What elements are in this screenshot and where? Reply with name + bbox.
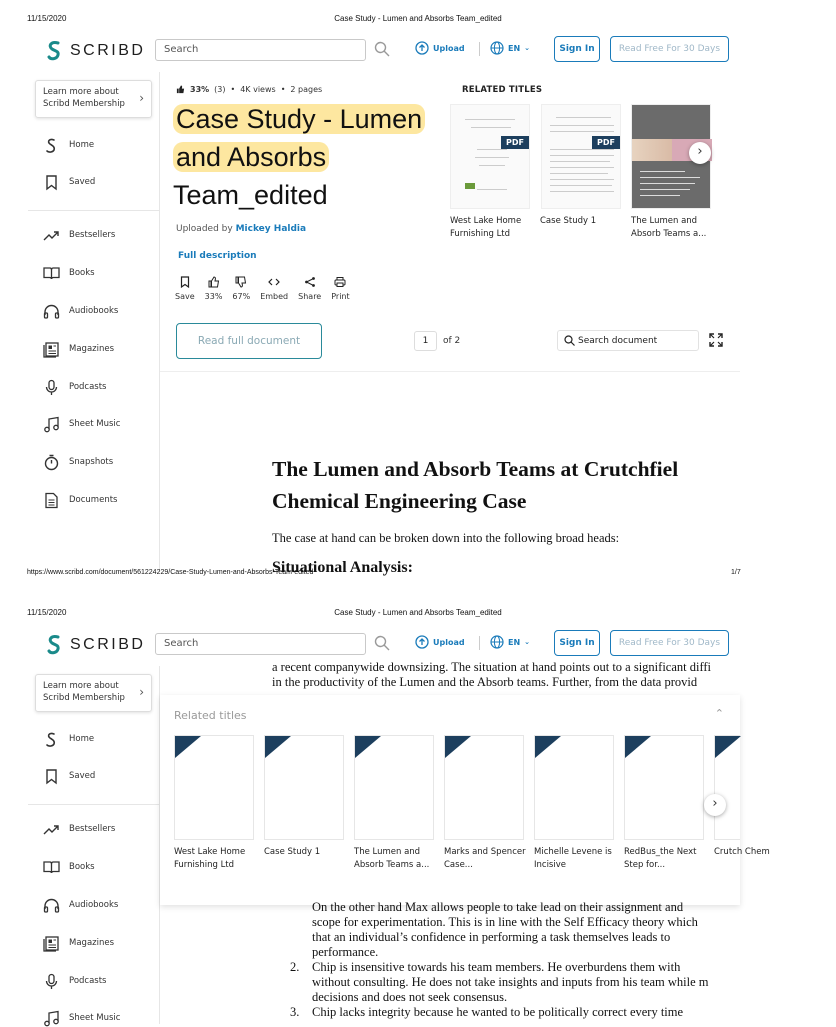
- thumb-line: [640, 183, 695, 184]
- language-label: EN: [508, 637, 521, 647]
- scribd-s-icon: [46, 634, 62, 656]
- paper-paragraph: a recent companywide downsizing. The situation at hand points out to a significant diffi: [272, 660, 712, 674]
- bookmark-icon: [43, 174, 60, 191]
- chevron-right-icon: ›: [139, 91, 144, 105]
- upload-icon: [415, 41, 429, 55]
- paper-section-heading: Situational Analysis:: [272, 559, 413, 576]
- sidebar-item-label: Home: [69, 734, 95, 744]
- divider: [479, 636, 480, 650]
- sidebar-item-podcasts[interactable]: [43, 378, 107, 396]
- sidebar-item-label: Audiobooks: [69, 900, 119, 910]
- sidebar-item-label: Documents: [69, 495, 118, 505]
- stopwatch-icon: [43, 454, 60, 471]
- related-title[interactable]: Marks and Spencer Case...: [444, 847, 526, 870]
- sidebar-item-label: Podcasts: [69, 976, 107, 986]
- thumb-line: [640, 189, 690, 190]
- save-label: Save: [175, 292, 195, 301]
- music-note-icon: [43, 1010, 60, 1027]
- related-next-button[interactable]: ›: [704, 794, 726, 816]
- print-header: [0, 594, 768, 617]
- logo-text: SCRIBD: [70, 42, 146, 59]
- sidebar-divider: [28, 804, 160, 805]
- share-label: Share: [298, 292, 322, 301]
- list-item: [290, 1005, 740, 1020]
- paper-heading: The Lumen and Absorb Teams at Crutchfiel: [272, 457, 679, 481]
- related-thumbnail[interactable]: [541, 104, 621, 209]
- related-thumbnail[interactable]: [534, 735, 614, 840]
- sidebar-item-label: Magazines: [69, 938, 115, 948]
- related-thumbnail[interactable]: [624, 735, 704, 840]
- magazine-icon: [43, 341, 60, 358]
- paper-paragraph: that an individual’s confidence in performing a task themselves leads to: [312, 930, 671, 944]
- trending-icon: [43, 821, 60, 838]
- corner-flag: [175, 736, 201, 758]
- paper-paragraph: Chip is insensitive towards his team members. He overburdens them with: [312, 960, 681, 974]
- headphones-icon: [43, 303, 60, 320]
- search-icon[interactable]: [374, 41, 390, 57]
- related-title[interactable]: West Lake Home Furnishing Ltd: [174, 847, 246, 870]
- related-title[interactable]: RedBus_the Next Step for...: [624, 847, 697, 870]
- related-next-button[interactable]: ›: [689, 142, 711, 164]
- related-title[interactable]: Case Study 1: [540, 216, 597, 226]
- language-selector[interactable]: [490, 41, 530, 55]
- upload-icon: [415, 635, 429, 649]
- views-count: 4K views: [240, 85, 276, 94]
- thumb-line: [475, 157, 509, 158]
- related-title[interactable]: West Lake Home Furnishing Ltd: [450, 216, 522, 239]
- title-highlight: [173, 104, 425, 172]
- related-title[interactable]: Case Study 1: [264, 847, 321, 857]
- paper-paragraph: without consulting. He does not take insights and inputs from his team while m: [312, 975, 709, 989]
- related-titles-panel: [160, 695, 770, 905]
- thumbs-up-icon: [176, 85, 185, 94]
- embed-label: Embed: [260, 292, 289, 301]
- thumbs-down-icon: [235, 276, 247, 288]
- related-panel-heading: Related titles: [174, 709, 247, 722]
- chevron-right-icon: ›: [139, 685, 144, 699]
- sidebar: [0, 72, 160, 572]
- sidebar-item-label: Books: [69, 268, 95, 278]
- sidebar-item-label: Sheet Music: [69, 419, 121, 429]
- paper-paragraph: The case at hand can be broken down into the following broad heads:: [272, 531, 620, 545]
- full-description-link[interactable]: Full description: [178, 251, 257, 261]
- doc-stats: [176, 85, 322, 94]
- language-selector[interactable]: [490, 635, 530, 649]
- corner-flag: [535, 736, 561, 758]
- trending-icon: [43, 227, 60, 244]
- sidebar-item-label: Snapshots: [69, 457, 114, 467]
- like-button[interactable]: [205, 276, 223, 301]
- rating-percent: 33%: [190, 85, 210, 94]
- sidebar-item-label: Saved: [69, 771, 96, 781]
- paper-paragraph: decisions and does not seek consensus.: [312, 990, 508, 1004]
- related-thumbnail[interactable]: [444, 735, 524, 840]
- thumb-line: [550, 185, 612, 186]
- related-title[interactable]: Michelle Levene is Incisive: [534, 847, 612, 870]
- divider: [160, 371, 740, 372]
- uploaded-prefix: Uploaded by: [176, 224, 233, 234]
- headphones-icon: [43, 897, 60, 914]
- corner-flag: [715, 736, 741, 758]
- page-total: of 2: [443, 336, 461, 346]
- print-label: Print: [331, 292, 350, 301]
- bookmark-icon: [43, 768, 60, 785]
- thumb-line: [550, 191, 614, 192]
- dislike-button[interactable]: [232, 276, 250, 301]
- sidebar-item-saved[interactable]: [43, 173, 95, 191]
- thumb-line: [465, 119, 515, 120]
- paper-paragraph: scope for experimentation. This is in line with the Self Efficacy theory which: [312, 915, 698, 929]
- corner-flag: [445, 736, 471, 758]
- scribd-logo[interactable]: [46, 40, 145, 62]
- related-title[interactable]: Crutch Chem: [714, 847, 770, 857]
- sidebar-item-audiobooks[interactable]: [43, 302, 118, 320]
- corner-flag: [355, 736, 381, 758]
- related-thumbnail[interactable]: [264, 735, 344, 840]
- document-title: [173, 100, 453, 214]
- print-page-number: 1/7: [731, 569, 741, 576]
- dislike-percent: 67%: [232, 292, 251, 301]
- share-icon: [304, 276, 316, 288]
- divider: [479, 42, 480, 56]
- sidebar-item-home[interactable]: [43, 136, 94, 154]
- membership-text: Learn more about Scribd Membership: [43, 681, 125, 703]
- sidebar-item-documents[interactable]: [43, 491, 117, 509]
- membership-promo[interactable]: [35, 80, 152, 118]
- language-label: EN: [508, 43, 521, 53]
- uploader-line: [176, 224, 306, 234]
- list-number: 3.: [290, 1005, 300, 1019]
- title-line: and Absorbs: [176, 142, 327, 172]
- upload-label: Upload: [433, 43, 465, 53]
- thumb-line: [479, 165, 505, 166]
- sidebar-item-label: Sheet Music: [69, 1013, 121, 1023]
- sign-in-button[interactable]: Sign In: [554, 630, 600, 656]
- sidebar-item-label: Audiobooks: [69, 306, 119, 316]
- chevron-down-icon: ⌄: [524, 638, 531, 646]
- code-icon: [268, 276, 280, 288]
- thumb-line: [550, 179, 614, 180]
- read-free-button[interactable]: Read Free For 30 Days: [610, 36, 729, 62]
- dot-separator: •: [230, 85, 236, 94]
- book-icon: [43, 859, 60, 876]
- related-thumbnail[interactable]: [174, 735, 254, 840]
- sidebar-item-label: Books: [69, 862, 95, 872]
- paper-heading: Chemical Engineering Case: [272, 489, 527, 513]
- sidebar-item-bestsellers[interactable]: [43, 226, 115, 244]
- read-full-document-button[interactable]: Read full document: [176, 323, 322, 359]
- thumb-line: [550, 167, 614, 168]
- pdf-badge: PDF: [592, 136, 620, 149]
- microphone-icon: [43, 973, 60, 990]
- print-date: 11/15/2020: [27, 608, 67, 617]
- sidebar-item-sheet-music[interactable]: [43, 415, 120, 433]
- print-title: Case Study - Lumen and Absorbs Team_edited: [334, 14, 502, 23]
- dot-separator: •: [280, 85, 286, 94]
- like-percent: 33%: [204, 292, 223, 301]
- related-titles-heading: RELATED TITLES: [462, 85, 543, 95]
- membership-text: Learn more about Scribd Membership: [43, 87, 125, 109]
- print-title: Case Study - Lumen and Absorbs Team_edited: [334, 608, 502, 617]
- page-count: 2 pages: [290, 85, 323, 94]
- home-icon: [43, 731, 60, 748]
- book-icon: [43, 265, 60, 282]
- thumb-line: [550, 161, 610, 162]
- thumb-line: [640, 195, 680, 196]
- topbar: [0, 36, 768, 72]
- search-document-input[interactable]: [557, 330, 699, 351]
- sidebar-item-label: Podcasts: [69, 382, 107, 392]
- scribd-logo[interactable]: [46, 634, 145, 656]
- search-icon[interactable]: [374, 635, 390, 651]
- corner-flag: [265, 736, 291, 758]
- document-page: [290, 900, 740, 1024]
- rating-count: (3): [214, 85, 226, 94]
- magazine-icon: [43, 935, 60, 952]
- page-number-input[interactable]: 1: [414, 331, 437, 351]
- sidebar-item-label: Magazines: [69, 344, 115, 354]
- paper-paragraph: On the other hand Max allows people to take lead on their assignment and: [312, 900, 684, 914]
- thumb-line: [477, 149, 507, 150]
- thumb-line: [550, 131, 614, 132]
- sidebar-item-sheet-music[interactable]: [43, 1009, 120, 1027]
- title-line: Team_edited: [173, 180, 328, 210]
- document-page: [272, 453, 740, 576]
- search-input[interactable]: Search: [155, 39, 366, 61]
- search-icon: [564, 335, 575, 346]
- thumb-line: [640, 171, 685, 172]
- sidebar-item-bestsellers[interactable]: [43, 820, 115, 838]
- thumb-photo: [632, 139, 672, 161]
- sidebar-item-podcasts[interactable]: [43, 972, 107, 990]
- paper-paragraph: in the productivity of the Lumen and the Absorb teams. Further, from the data provid: [272, 675, 698, 689]
- search-input[interactable]: Search: [155, 633, 366, 655]
- uploader-link[interactable]: Mickey Haldia: [235, 224, 307, 234]
- upload-label: Upload: [433, 637, 465, 647]
- microphone-icon: [43, 379, 60, 396]
- thumb-line: [550, 173, 608, 174]
- sidebar-item-label: Saved: [69, 177, 96, 187]
- sidebar-item-label: Bestsellers: [69, 230, 116, 240]
- thumbs-up-icon: [208, 276, 220, 288]
- print-date: 11/15/2020: [27, 14, 67, 23]
- sidebar-item-label: Bestsellers: [69, 824, 116, 834]
- sidebar-divider: [28, 210, 160, 211]
- list-item: [290, 960, 740, 975]
- chevron-up-icon[interactable]: ⌃: [714, 707, 724, 720]
- action-bar: [175, 276, 350, 301]
- related-thumbnail[interactable]: [714, 735, 740, 840]
- sidebar-item-saved[interactable]: [43, 767, 95, 785]
- chevron-down-icon: ⌄: [524, 44, 531, 52]
- thumb-line: [477, 189, 507, 190]
- search-document-placeholder: Search document: [578, 335, 658, 346]
- list-number: 2.: [290, 960, 300, 974]
- home-icon: [43, 137, 60, 154]
- related-thumbnail[interactable]: [354, 735, 434, 840]
- corner-flag: [625, 736, 651, 758]
- document-icon: [43, 492, 60, 509]
- title-line: Case Study - Lumen: [176, 104, 423, 134]
- upload-button[interactable]: [415, 635, 465, 649]
- fullscreen-icon[interactable]: [709, 333, 723, 347]
- print-url: https://www.scribd.com/document/561224229/Case-Study-Lumen-and-Absorbs-Team-edited: [27, 569, 314, 576]
- music-note-icon: [43, 416, 60, 433]
- sidebar-item-magazines[interactable]: [43, 934, 114, 952]
- thumb-line: [640, 177, 700, 178]
- topbar: [0, 630, 768, 660]
- embed-button[interactable]: [260, 276, 288, 301]
- thumb-line: [550, 125, 614, 126]
- thumb-line: [550, 149, 614, 150]
- sidebar-item-label: Home: [69, 140, 95, 150]
- paper-paragraph: Chip lacks integrity because he wanted to be politically correct every time: [312, 1005, 684, 1019]
- pdf-badge: PDF: [501, 136, 529, 149]
- sidebar-item-audiobooks[interactable]: [43, 896, 118, 914]
- sidebar-item-home[interactable]: [43, 730, 94, 748]
- document-page: [272, 660, 740, 700]
- globe-icon: [490, 41, 504, 55]
- bookmark-icon: [179, 276, 191, 288]
- thumb-logo: [465, 183, 475, 189]
- sidebar-item-books[interactable]: [43, 264, 95, 282]
- read-free-button[interactable]: Read Free For 30 Days: [610, 630, 729, 656]
- membership-promo[interactable]: [35, 674, 152, 712]
- scribd-s-icon: [46, 40, 62, 62]
- thumb-line: [550, 155, 614, 156]
- print-button[interactable]: [331, 276, 349, 301]
- sidebar-item-magazines[interactable]: [43, 340, 114, 358]
- printer-icon: [334, 276, 346, 288]
- sidebar-item-books[interactable]: [43, 858, 95, 876]
- sidebar: [0, 666, 160, 1024]
- save-button[interactable]: [175, 276, 195, 301]
- upload-button[interactable]: [415, 41, 465, 55]
- share-button[interactable]: [298, 276, 321, 301]
- print-header: [0, 0, 768, 23]
- related-title[interactable]: The Lumen and Absorb Teams a...: [631, 216, 707, 239]
- globe-icon: [490, 635, 504, 649]
- thumb-line: [471, 127, 511, 128]
- related-title[interactable]: The Lumen and Absorb Teams a...: [354, 847, 430, 870]
- paper-paragraph: performance.: [312, 945, 379, 959]
- related-thumbnail[interactable]: [450, 104, 530, 209]
- sidebar-item-snapshots[interactable]: [43, 453, 113, 471]
- thumb-line: [556, 117, 611, 118]
- sign-in-button[interactable]: Sign In: [554, 36, 600, 62]
- logo-text: SCRIBD: [70, 636, 146, 653]
